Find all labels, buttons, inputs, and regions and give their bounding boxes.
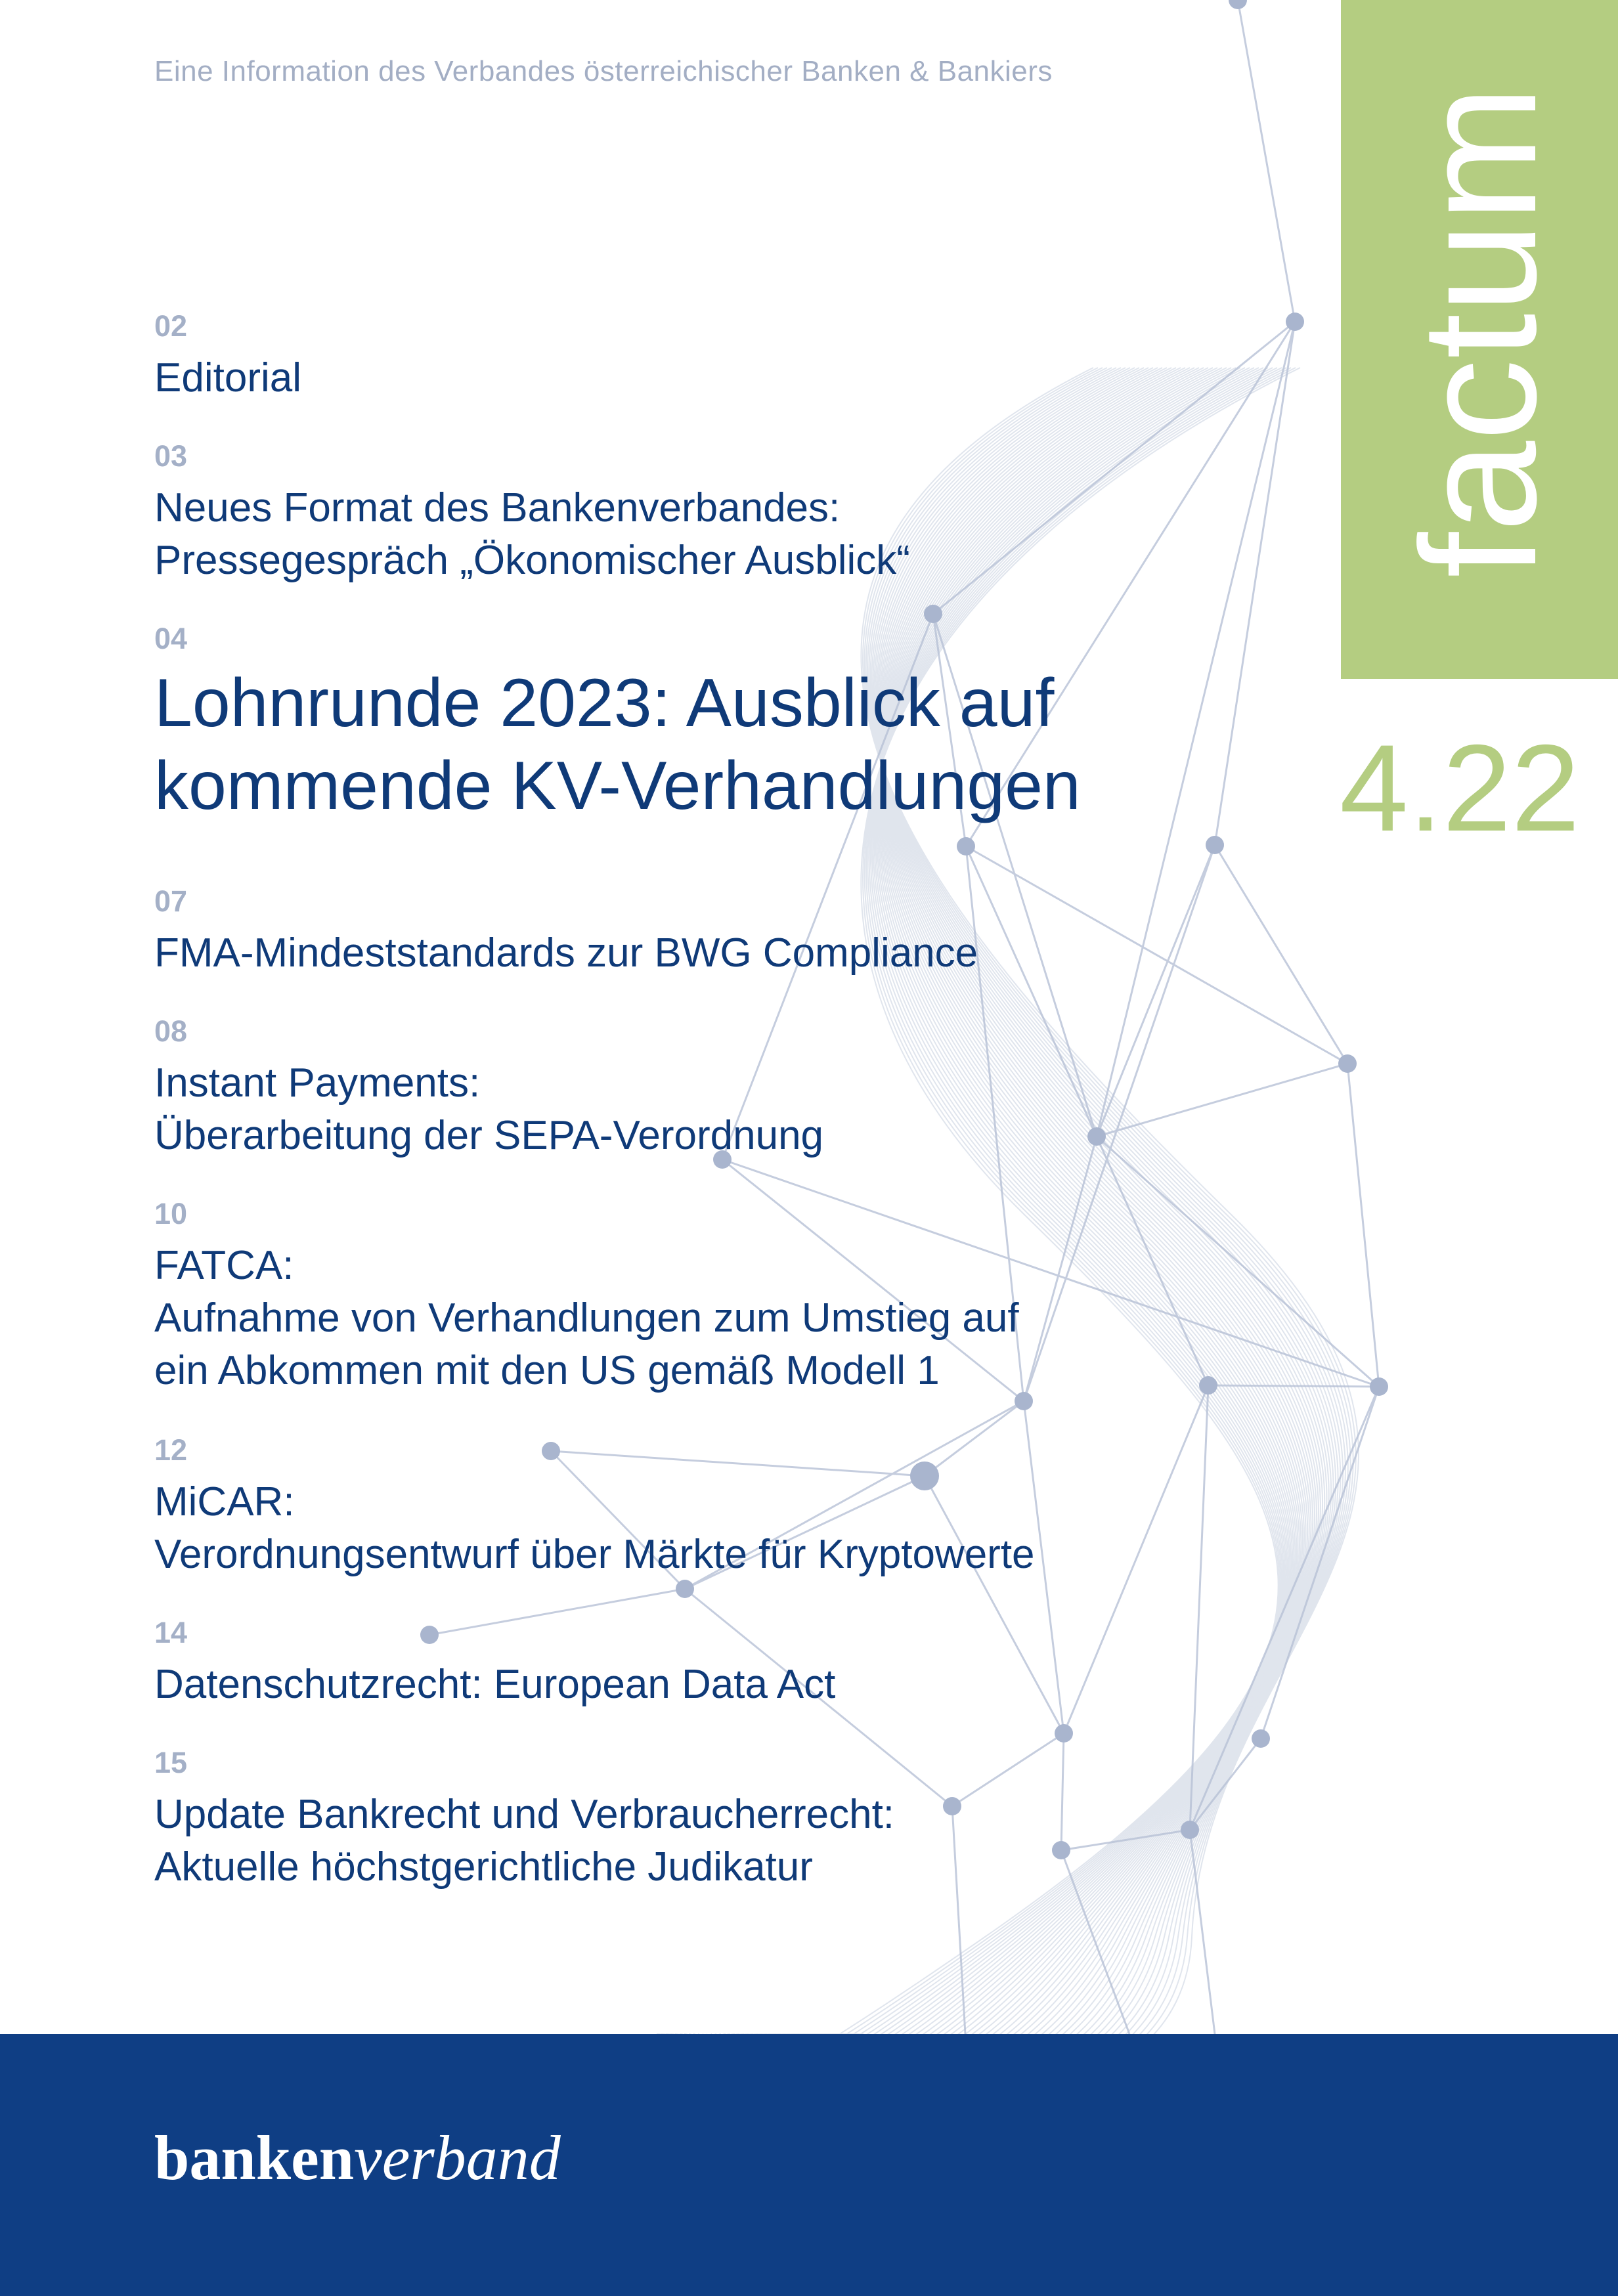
masthead xyxy=(1341,0,1618,679)
toc-page-number: 12 xyxy=(154,1433,188,1467)
toc-title: FMA-Mindeststandards zur BWG Compliance xyxy=(154,930,978,976)
issue-number: 4.22 xyxy=(1340,719,1580,857)
toc-entry-featured[interactable] xyxy=(154,621,1081,827)
toc-entry[interactable] xyxy=(154,884,978,980)
toc-page-number: 02 xyxy=(154,309,188,343)
toc-entry[interactable] xyxy=(154,1745,894,1894)
toc-title: Editorial xyxy=(154,355,301,401)
toc-entry[interactable] xyxy=(154,1433,1035,1581)
masthead-title: factum xyxy=(1387,85,1570,578)
toc-page-number: 03 xyxy=(154,439,188,473)
toc-title: Datenschutzrecht: European Data Act xyxy=(154,1662,836,1707)
toc-page-number: 04 xyxy=(154,622,188,655)
toc-page-number: 15 xyxy=(154,1746,188,1779)
toc-title: Update Bankrecht und Verbraucherrecht: Aktuelle höchstgerichtliche Judikatur xyxy=(154,1792,895,1890)
toc-page-number: 10 xyxy=(154,1197,188,1230)
toc-title: Instant Payments: Überarbeitung der SEPA-Verordnung xyxy=(154,1060,824,1158)
toc-title: MiCAR: Verordnungsentwurf über Märkte für Kryptowerte xyxy=(154,1479,1035,1577)
toc-title: Lohnrunde 2023: Ausblick auf kommende KV-Verhandlungen xyxy=(154,665,1081,824)
toc-title: FATCA: Aufnahme von Verhandlungen zum Umstieg auf ein Abkommen mit den US gemäß Modell 1 xyxy=(154,1243,1019,1393)
toc-entry[interactable] xyxy=(154,439,910,587)
toc-entry[interactable] xyxy=(154,1014,823,1162)
toc-title: Neues Format des Bankenverbandes: Pressegespräch „Ökonomischer Ausblick“ xyxy=(154,485,910,583)
toc-page-number: 08 xyxy=(154,1014,188,1048)
toc-entry[interactable] xyxy=(154,1196,1019,1397)
toc-page-number: 07 xyxy=(154,884,188,918)
bankenverband-logo[interactable]: bankenverband xyxy=(154,2123,561,2193)
toc-entry[interactable] xyxy=(154,309,301,404)
toc-page-number: 14 xyxy=(154,1616,188,1649)
toc-entry[interactable] xyxy=(154,1615,835,1711)
publisher-subtitle: Eine Information des Verbandes österreichischer Banken & Bankiers xyxy=(154,55,1053,87)
